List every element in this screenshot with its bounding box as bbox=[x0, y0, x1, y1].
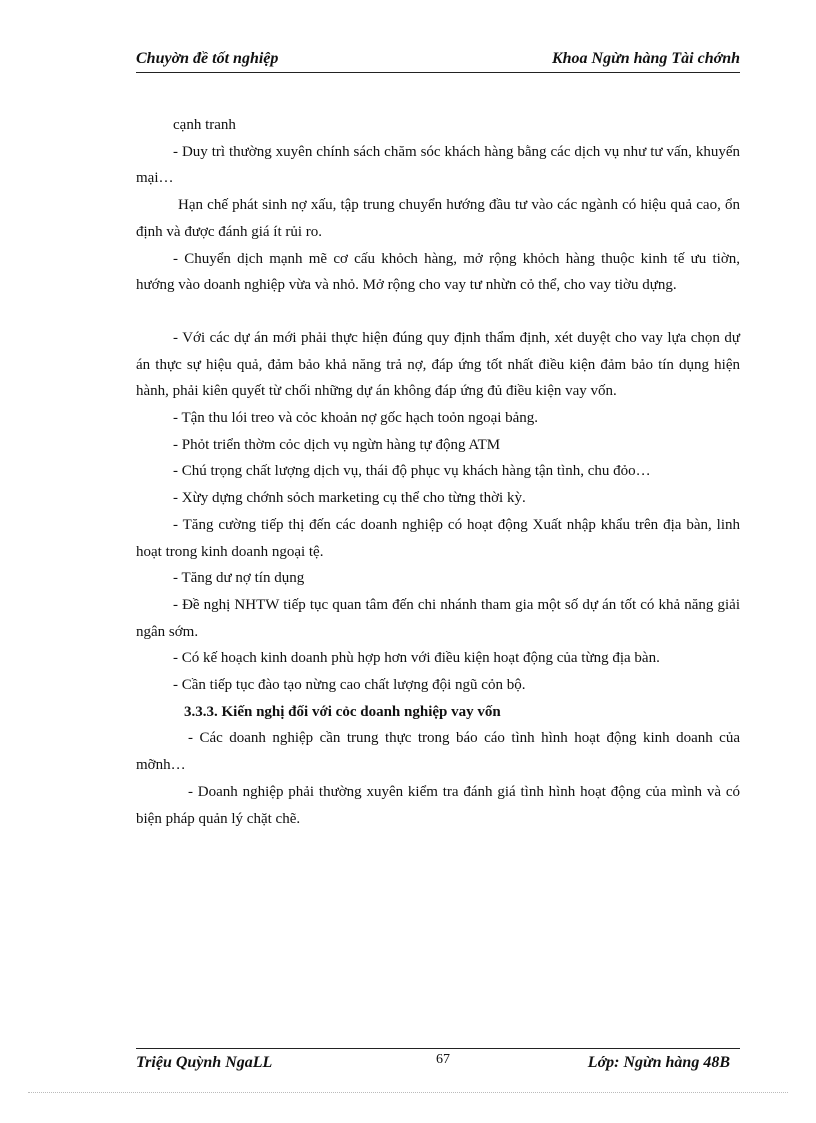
paragraph: cạnh tranh bbox=[173, 117, 236, 133]
paragraph: - Phỏt triển thờm cỏc dịch vụ ngừn hàng tự động ATM bbox=[173, 436, 501, 453]
footer-divider bbox=[136, 1048, 740, 1049]
header-left-text: Chuyờn đề tốt nghiệp bbox=[136, 50, 279, 67]
header-right-text: Khoa Ngừn hàng Tài chớnh bbox=[551, 50, 740, 67]
page-body bbox=[136, 112, 740, 832]
blank-line bbox=[136, 299, 740, 325]
paragraph: Hạn chế phát sinh nợ xấu, tập trung chuyển hướng đầu tư vào các ngành có hiệu quả cao, ổn định và được đánh giá ít rủi ro. bbox=[136, 197, 740, 240]
paragraph: - Đề nghị NHTW tiếp tục quan tâm đến chi nhánh tham gia một số dự án tốt có khả năng giải ngân sớm. bbox=[136, 596, 740, 640]
paragraph: - Có kế hoạch kinh doanh phù hợp hơn với điều kiện hoạt động của từng địa bàn. bbox=[173, 650, 660, 667]
paragraph: - Tăng dư nợ tín dụng bbox=[173, 570, 305, 587]
footer-author: Triệu Quỳnh NgaLL bbox=[136, 1054, 273, 1071]
paragraph: - Tận thu lói treo và cỏc khoản nợ gốc hạch toỏn ngoại bảng. bbox=[173, 410, 539, 427]
paragraph: - Duy trì thường xuyên chính sách chăm sóc khách hàng bằng các dịch vụ như tư vấn, khuyến mại… bbox=[136, 143, 740, 187]
paragraph: - Chú trọng chất lượng dịch vụ, thái độ phục vụ khách hàng tận tình, chu đỏo… bbox=[173, 463, 651, 480]
page-edge-divider bbox=[28, 1092, 788, 1093]
paragraph: - Cần tiếp tục đào tạo nừng cao chất lượng đội ngũ cỏn bộ. bbox=[173, 677, 526, 694]
section-heading: 3.3.3. Kiến nghị đối với cỏc doanh nghiệp vay vốn bbox=[184, 703, 501, 720]
paragraph: - Các doanh nghiệp cần trung thực trong báo cáo tình hình hoạt động kinh doanh của mỡnh… bbox=[136, 730, 740, 774]
paragraph: - Doanh nghiệp phải thường xuyên kiểm tra đánh giá tình hình hoạt động của mình và có biện pháp quản lý chặt chẽ. bbox=[136, 783, 740, 827]
paragraph: - Với các dự án mới phải thực hiện đúng quy định thẩm định, xét duyệt cho vay lựa chọn dự án thực sự hiệu quả, đảm bảo khả năng trả nợ, đáp ứng tốt nhất điều kiện đảm bảo tín dụng hiện hành, phải kiên quyết từ chối những dự án không đáp ứng đủ điều kiện vay vốn. bbox=[136, 329, 740, 400]
header-divider bbox=[136, 72, 740, 73]
paragraph: - Xừy dựng chớnh sỏch marketing cụ thể cho từng thời kỳ. bbox=[173, 490, 526, 507]
paragraph: - Chuyển dịch mạnh mẽ cơ cấu khỏch hàng, mở rộng khỏch hàng thuộc kinh tế ưu tiờn, hướng vào doanh nghiệp vừa và nhỏ. Mở rộng cho vay tư nhừn cỏ thể, cho vay tiờu dựng. bbox=[136, 250, 740, 294]
paragraph: - Tăng cường tiếp thị đến các doanh nghiệp có hoạt động Xuất nhập khẩu trên địa bàn, linh hoạt trong kinh doanh ngoại tệ. bbox=[136, 516, 740, 560]
page-number: 67 bbox=[436, 1052, 450, 1067]
footer-class: Lớp: Ngừn hàng 48B bbox=[587, 1054, 730, 1071]
page-header bbox=[136, 50, 740, 72]
page-footer bbox=[136, 1054, 740, 1076]
